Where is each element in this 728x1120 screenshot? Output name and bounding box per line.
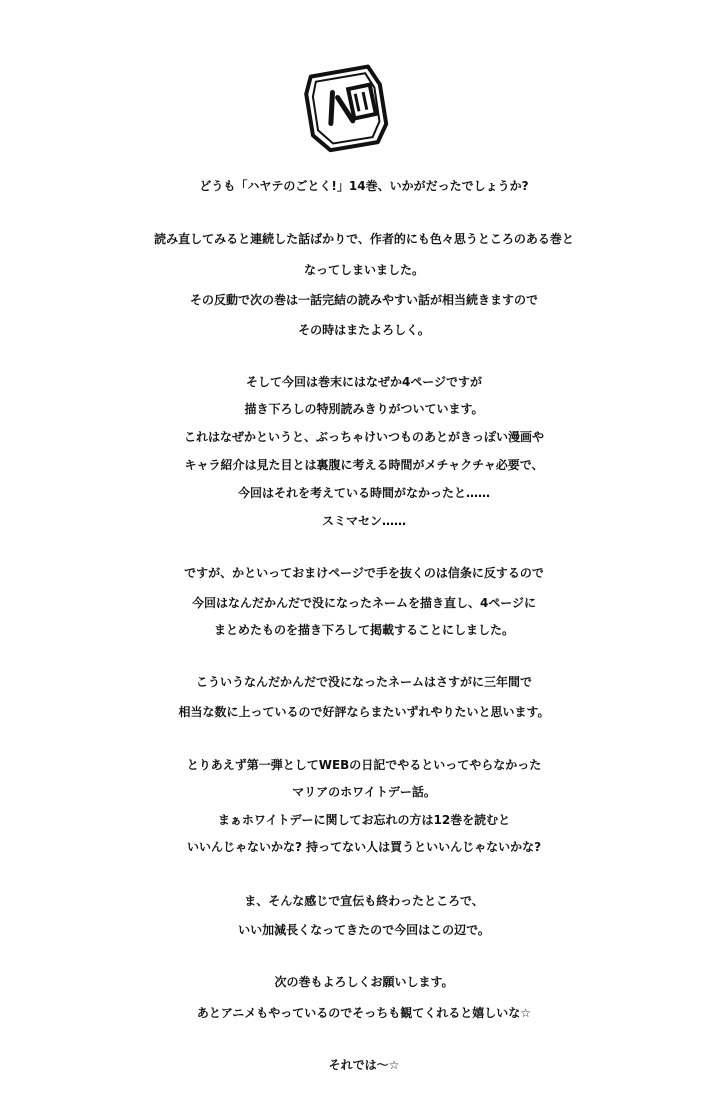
text-line: なってしまいました。	[303, 263, 424, 277]
text-line: いいんじゃないかな? 持ってない人は買うといいんじゃないかな?	[186, 840, 542, 854]
text-line: ですが、かといっておまけページで手を抜くのは信条に反するので	[184, 566, 544, 580]
text-line: 読み直してみると連続した話ばかりで、作者的にも色々思うところのある巻と	[154, 232, 574, 246]
text-line: その反動で次の巻は一話完結の読みやすい話が相当続きますので	[189, 293, 538, 307]
text-line: 次の巻もよろしくお願いします。	[274, 975, 454, 989]
text-line: 今回はなんだかんだで没になったネームを描き直し、4ページに	[191, 596, 537, 610]
text-line: いい加減長くなってきたので今回はこの辺で。	[238, 923, 490, 937]
text-line: スミマセン……	[321, 514, 406, 528]
text-line: 今回はそれを考えている時間がなかったと……	[237, 486, 490, 500]
text-line: まぁホワイトデーに関してお忘れの方は12巻を読むと	[217, 813, 511, 827]
text-line: それでは〜☆	[328, 1058, 400, 1072]
text-line: とりあえず第一弾としてWEBの日記でやるといってやらなかった	[186, 758, 542, 772]
text-line: そして今回は巻末にはなぜか4ページですが	[245, 375, 483, 389]
text-line: 相当な数に上っているので好評ならまたいずれやりたいと思います。	[178, 705, 550, 719]
text-line: ま、そんな感じで宣伝も終わったところで、	[244, 894, 484, 908]
text-line: その時はまたよろしく。	[298, 323, 430, 337]
hayate-stamp-icon	[300, 62, 392, 154]
text-line: あとアニメもやっているのでそっちも観てくれると嬉しいな☆	[196, 1006, 532, 1020]
text-line: キャラ紹介は見た目とは裏腹に考える時間がメチャクチャ必要で、	[184, 458, 544, 472]
text-line: まとめたものを描き下ろして掲載することにしました。	[213, 623, 514, 637]
text-line: これはなぜかというと、ぶっちゃけいつものあとがきっぽい漫画や	[183, 430, 544, 444]
text-line: 描き下ろしの特別読みきりがついています。	[244, 402, 484, 416]
text-line: こういうなんだかんだで没になったネームはさすがに三年間で	[195, 675, 532, 689]
text-line: マリアのホワイトデー話。	[292, 785, 436, 799]
text-line: どうも「ハヤテのごとく!」14巻、いかがだったでしょうか?	[199, 179, 529, 193]
